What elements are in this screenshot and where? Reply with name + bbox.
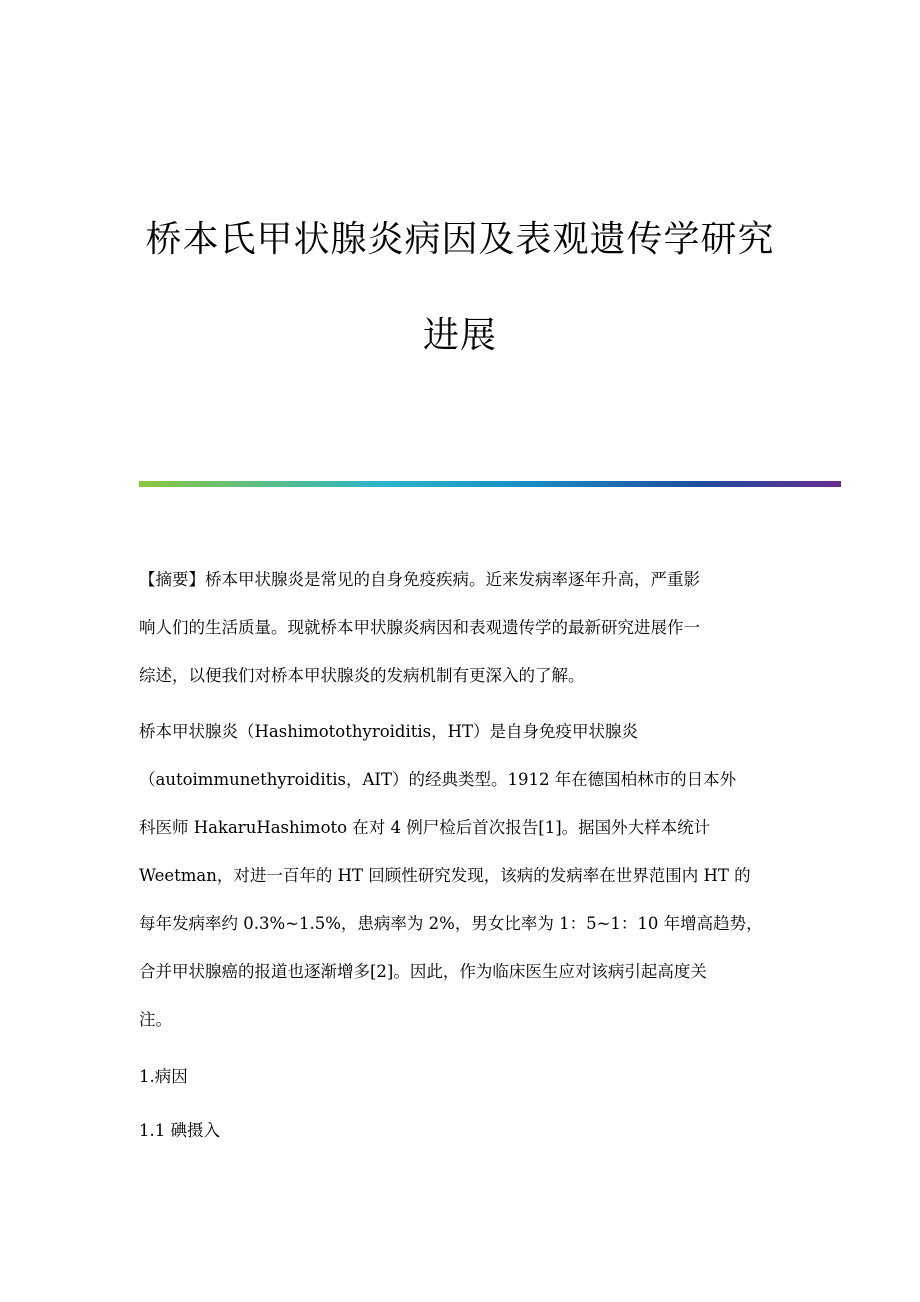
intro-line: 桥本甲状腺炎（Hashimotothyroiditis，HT）是自身免疫甲状腺炎 [139,722,639,741]
intro-line: 注。 [139,1010,172,1029]
abstract-paragraph [139,556,780,700]
intro-line: （autoimmunethyroiditis，AIT）的经典类型。1912 年在德国柏林市的日本外 [139,770,737,789]
section-heading-1-1: 1.1 碘摄入 [139,1121,220,1140]
abstract-line: 【摘要】桥本甲状腺炎是常见的自身免疫疾病。近来发病率逐年升高，严重影 [139,570,700,589]
intro-line: Weetman，对进一百年的 HT 回顾性研究发现，该病的发病率在世界范围内 HT 的 [139,866,751,885]
gradient-divider [139,481,841,487]
intro-line: 科医师 HakaruHashimoto 在对 4 例尸检后首次报告[1]。据国外大样本统计 [139,818,711,837]
document-title-line-1: 桥本氏甲状腺炎病因及表观遗传学研究 [145,219,775,260]
abstract-line: 响人们的生活质量。现就桥本甲状腺炎病因和表观遗传学的最新研究进展作一 [139,618,700,637]
intro-line: 每年发病率约 0.3%~1.5%，患病率为 2%，男女比率为 1：5~1：10 年增高趋势， [139,914,763,933]
intro-paragraph [139,708,780,1044]
intro-line: 合并甲状腺癌的报道也逐渐增多[2]。因此，作为临床医生应对该病引起高度关 [139,962,707,981]
document-title-line-2: 进展 [422,315,497,356]
abstract-line: 综述，以便我们对桥本甲状腺炎的发病机制有更深入的了解。 [139,666,585,685]
section-heading-1: 1.病因 [139,1067,188,1086]
